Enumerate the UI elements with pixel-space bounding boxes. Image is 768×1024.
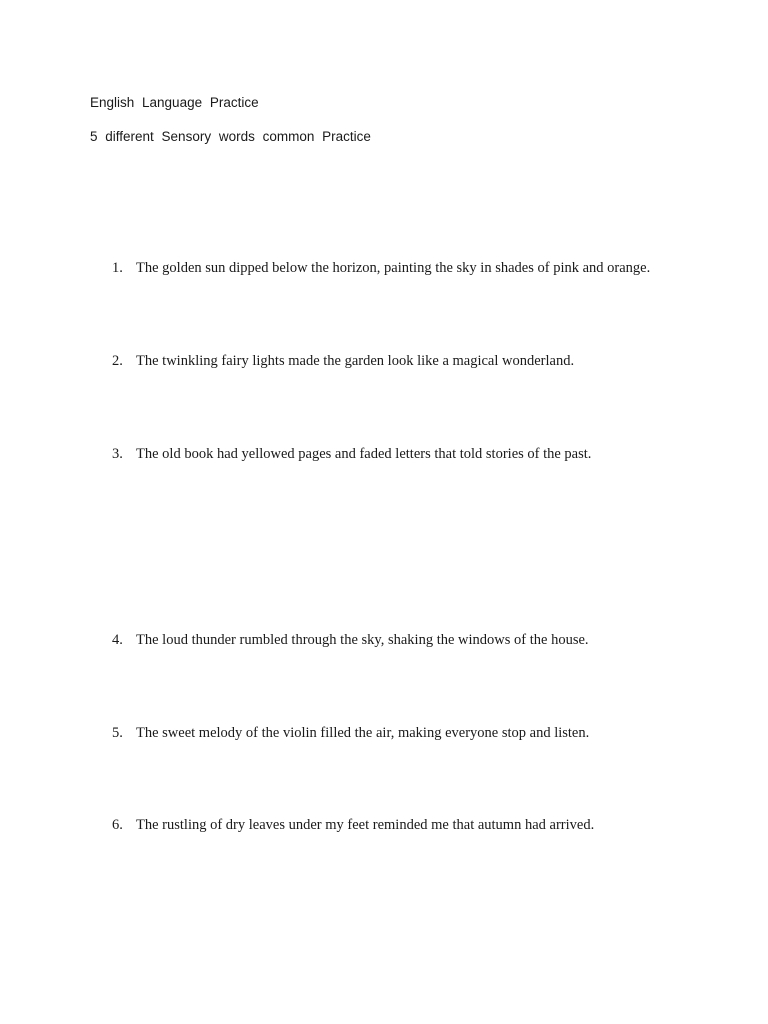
list-item-number: 6. (112, 817, 123, 833)
list-item-number: 4. (112, 632, 123, 648)
list-item-text: The golden sun dipped below the horizon, painting the sky in shades of pink and orange. (136, 260, 651, 276)
list-item (112, 446, 591, 463)
list-item-text: The loud thunder rumbled through the sky, shaking the windows of the house. (136, 632, 589, 648)
list-item-text: The rustling of dry leaves under my feet reminded me that autumn had arrived. (136, 817, 595, 833)
list-item (112, 725, 589, 742)
list-item (112, 817, 594, 834)
list-item-number: 1. (112, 260, 123, 276)
list-item-text: The sweet melody of the violin filled the air, making everyone stop and listen. (136, 725, 590, 741)
list-item (112, 632, 589, 649)
list-item-number: 5. (112, 725, 123, 741)
list-item (112, 353, 574, 370)
list-item-number: 2. (112, 353, 123, 369)
list-item (112, 260, 650, 277)
list-item-number: 3. (112, 446, 123, 462)
document-subtitle: 5 different Sensory words common Practice (90, 129, 371, 144)
list-item-text: The old book had yellowed pages and faded letters that told stories of the past. (136, 446, 592, 462)
document-title: English Language Practice (90, 95, 259, 110)
list-item-text: The twinkling fairy lights made the garden look like a magical wonderland. (136, 353, 575, 369)
